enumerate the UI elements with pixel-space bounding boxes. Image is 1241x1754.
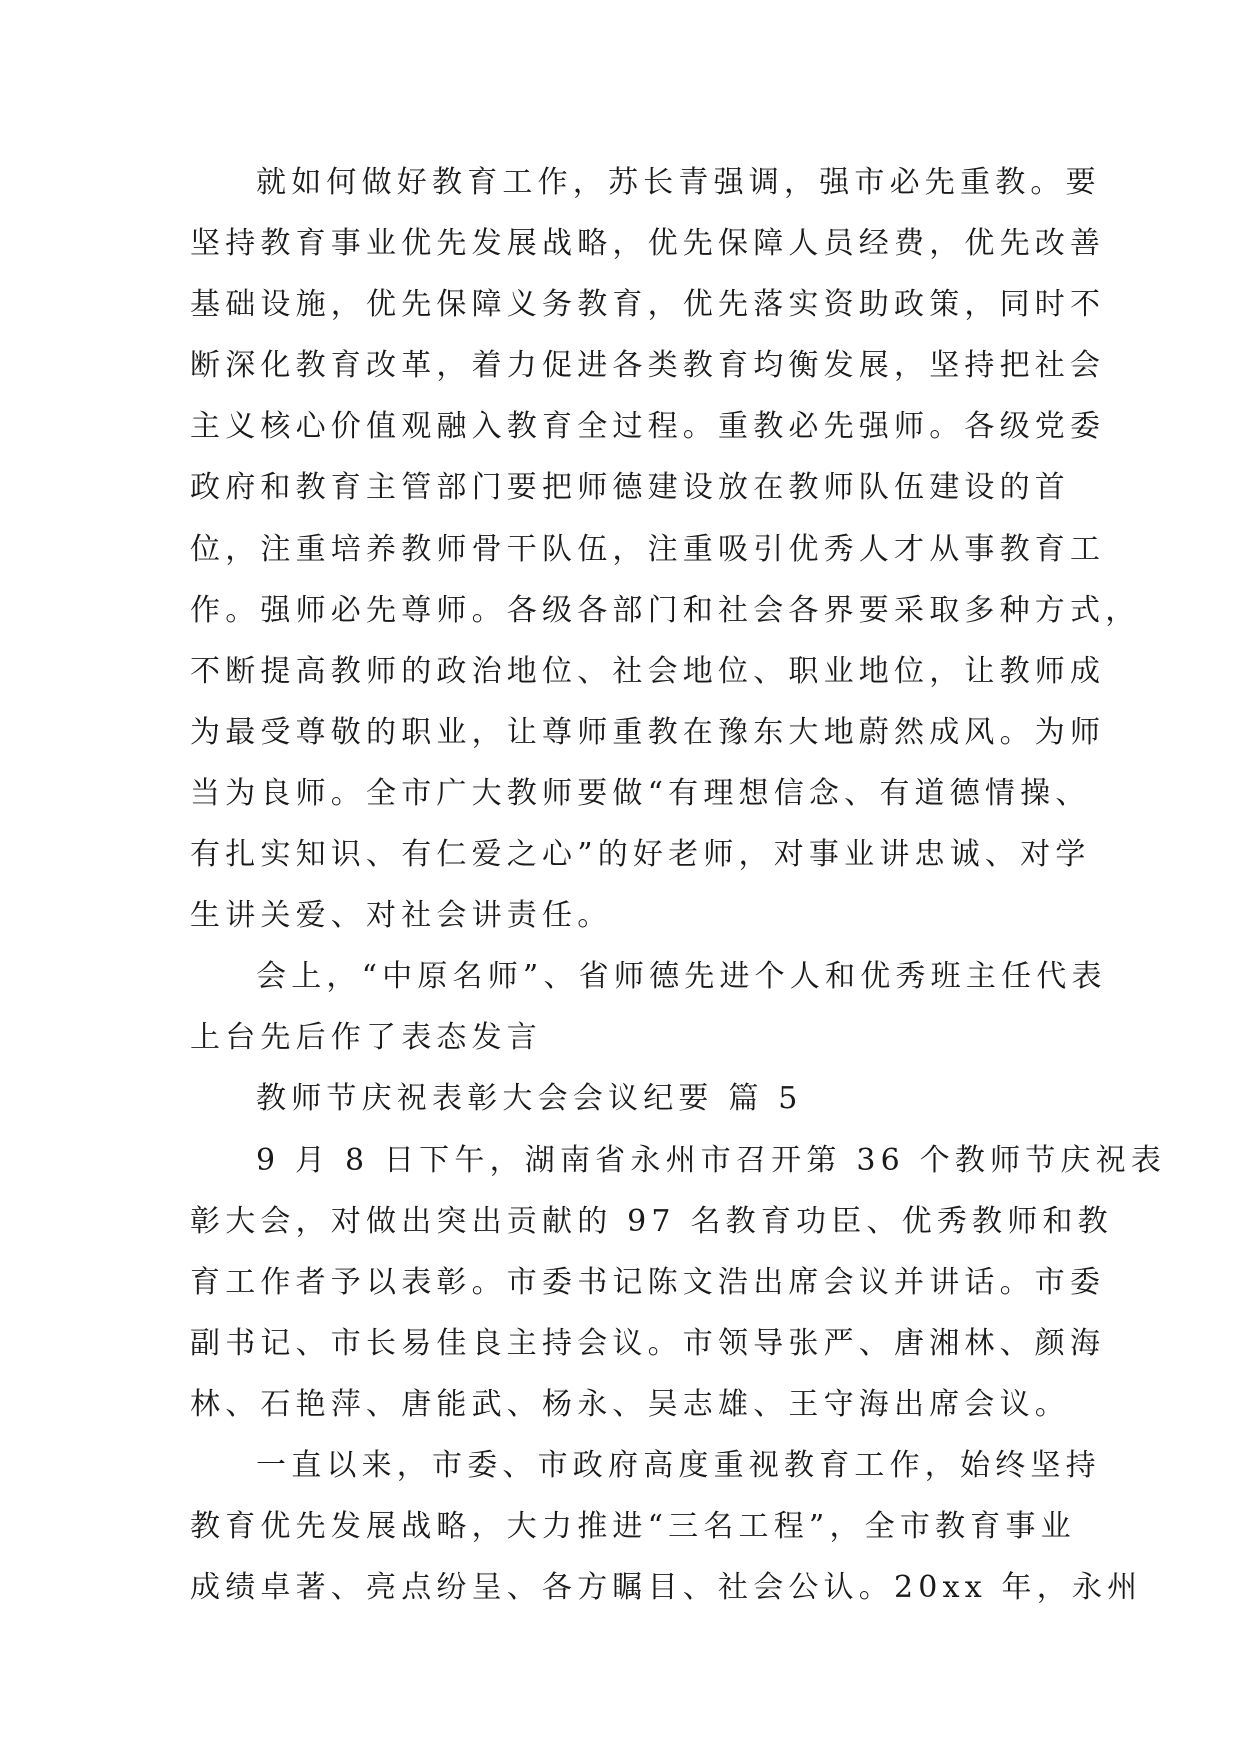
paragraph-line: 育工作者予以表彰。市委书记陈文浩出席会议并讲话。市委 <box>190 1264 1106 1300</box>
section-heading: 教师节庆祝表彰大会会议纪要 篇 5 <box>256 1081 803 1117</box>
paragraph-1 <box>190 152 1141 946</box>
paragraph-line: 副书记、市长易佳良主持会议。市领导张严、唐湘林、颜海 <box>190 1325 1106 1361</box>
paragraph-line: 作。强师必先尊师。各级各部门和社会各界要采取多种方式， <box>190 592 1141 628</box>
paragraph-line: 彰大会，对做出突出贡献的 97 名教育功臣、优秀教师和教 <box>190 1203 1113 1239</box>
paragraph-3 <box>190 1130 1167 1435</box>
paragraph-line: 有扎实知识、有仁爱之心”的好老师，对事业讲忠诚、对学 <box>190 837 1091 873</box>
paragraph-line: 上台先后作了表态发言 <box>190 1020 542 1056</box>
paragraph-line: 成绩卓著、亮点纷呈、各方瞩目、社会公认。20xx 年，永州 <box>190 1570 1143 1606</box>
paragraph-line: 为最受尊敬的职业，让尊师重教在豫东大地蔚然成风。为师 <box>190 714 1106 750</box>
paragraph-line: 林、石艳萍、唐能武、杨永、吴志雄、王守海出席会议。 <box>190 1386 1070 1422</box>
document-body <box>190 152 1167 1618</box>
paragraph-line: 不断提高教师的政治地位、社会地位、职业地位，让教师成 <box>190 653 1106 689</box>
paragraph-4 <box>190 1435 1143 1618</box>
paragraph-2 <box>190 946 1107 1068</box>
paragraph-line: 生讲关爱、对社会讲责任。 <box>190 898 613 934</box>
paragraph-line: 教育优先发展战略，大力推进“三名工程”，全市教育事业 <box>190 1509 1076 1545</box>
paragraph-line: 就如何做好教育工作，苏长青强调，强市必先重教。要 <box>256 165 1101 200</box>
paragraph-line: 会上，“中原名师”、省师德先进个人和优秀班主任代表 <box>256 959 1107 995</box>
paragraph-line: 位，注重培养教师骨干队伍，注重吸引优秀人才从事教育工 <box>190 531 1106 567</box>
paragraph-line: 断深化教育改革，着力促进各类教育均衡发展，坚持把社会 <box>190 348 1106 384</box>
paragraph-line: 9 月 8 日下午，湖南省永州市召开第 36 个教师节庆祝表 <box>256 1142 1167 1178</box>
paragraph-line: 坚持教育事业优先发展战略，优先保障人员经费，优先改善 <box>190 226 1106 262</box>
paragraph-line: 一直以来，市委、市政府高度重视教育工作，始终坚持 <box>256 1447 1101 1483</box>
paragraph-line: 当为良师。全市广大教师要做“有理想信念、有道德情操、 <box>190 775 1091 811</box>
paragraph-line: 主义核心价值观融入教育全过程。重教必先强师。各级党委 <box>190 409 1106 445</box>
paragraph-line: 政府和教育主管部门要把师德建设放在教师队伍建设的首 <box>190 470 1070 506</box>
paragraph-line: 基础设施，优先保障义务教育，优先落实资助政策，同时不 <box>190 287 1106 323</box>
